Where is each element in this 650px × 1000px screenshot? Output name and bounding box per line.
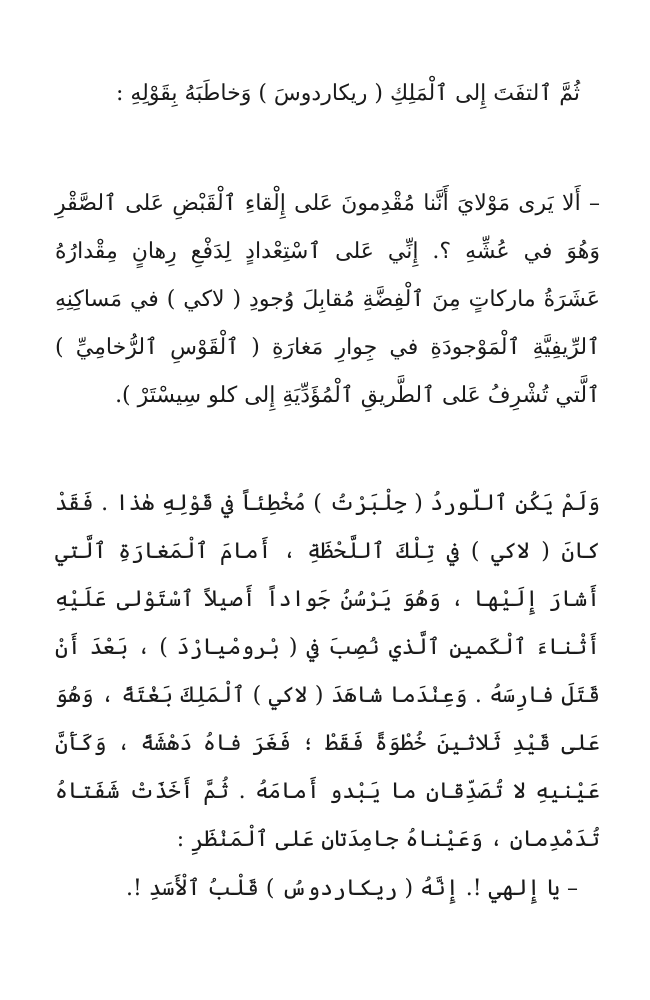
narration-paragraph: وَلَمْ يَكُنِ ٱللّوردُ ( جِلْبَرْتُ ) مُخْطِئاً في قَوْلِهِ هٰذا . فَقَدْ كانَ ( لاكي ) في تِلْكَ ٱللَّحْظَةِ ، أَمامَ ٱلْمَغارَةِ ٱلَّتي أَشارَ إِلَيْها ، وَهُوَ يَرْسُنُ جَواداً أَصيلاً ٱسْتَوْلى عَلَيْهِ أَثْناءَ ٱلْكَمينِ ٱلَّذي نُصِبَ في ( بْرومْيارْدَ ) ، بَعْدَ أَنْ قَتَلَ فارِسَهُ . وَعِنْدَما شاهَدَ ( لاكي ) ٱلْمَلِكَ بَغْتَةً ، وَهُوَ عَلى قَيْدِ ثَلاثينَ خُطْوَةً فَقَطْ ؛ فَغَرَ فاهُ دَهْشَةً ، وَكَأَنَّ عَيْنيهِ لا تُصَدِّقانِ ما يَبْدو أَمامَهُ . ثُمَّ أَخَذَتْ شَفَتاهُ تُدَمْدِمانِ ، وَعَيْناهُ جامِدَتانِ عَلى ٱلْمَنْظَرِ : bbox=[55, 491, 600, 852]
speech-paragraph-1: – أَلا يَرى مَوْلايَ أَنَّنا مُقْدِمونَ عَلى إِلْقاءِ ٱلْقَبْضِ عَلى ٱلصَّقْرِ وَهُوَ في عُشِّهِ ؟. إِنِّي عَلى ٱسْتِعْدادٍ لِدَفْعِ رِهانٍ مِقْدارُهُ عَشَرَةُ ماركاتٍ مِنَ ٱلْفِضَّةِ مُقابِلَ وُجودِ ( لاكي ) في مَساكِنِهِ ٱلرِّيفِيَّةِ ٱلْمَوْجودَةِ في جِوارِ مَغارَةِ ( ٱلْقَوْسِ ٱلرُّخامِيِّ ) ٱلَّتي تُشْرِفُ عَلى ٱلطَّريقِ ٱلْمُؤَدِّيَةِ إِلى كلو سِيسْتَرْ ). bbox=[55, 191, 600, 408]
intro-line: ثُمَّ ٱلتفَتَ إِلى ٱلْمَلِكِ ( ريكاردوسَ ) وَخاطَبَهُ بِقَوْلِهِ : bbox=[115, 81, 580, 106]
speech-paragraph-2: – يا إِلهي !. إِنَّهُ ( ريكاردوسُ ) قَلْبُ ٱلْأَسَدِ !. bbox=[125, 876, 578, 901]
